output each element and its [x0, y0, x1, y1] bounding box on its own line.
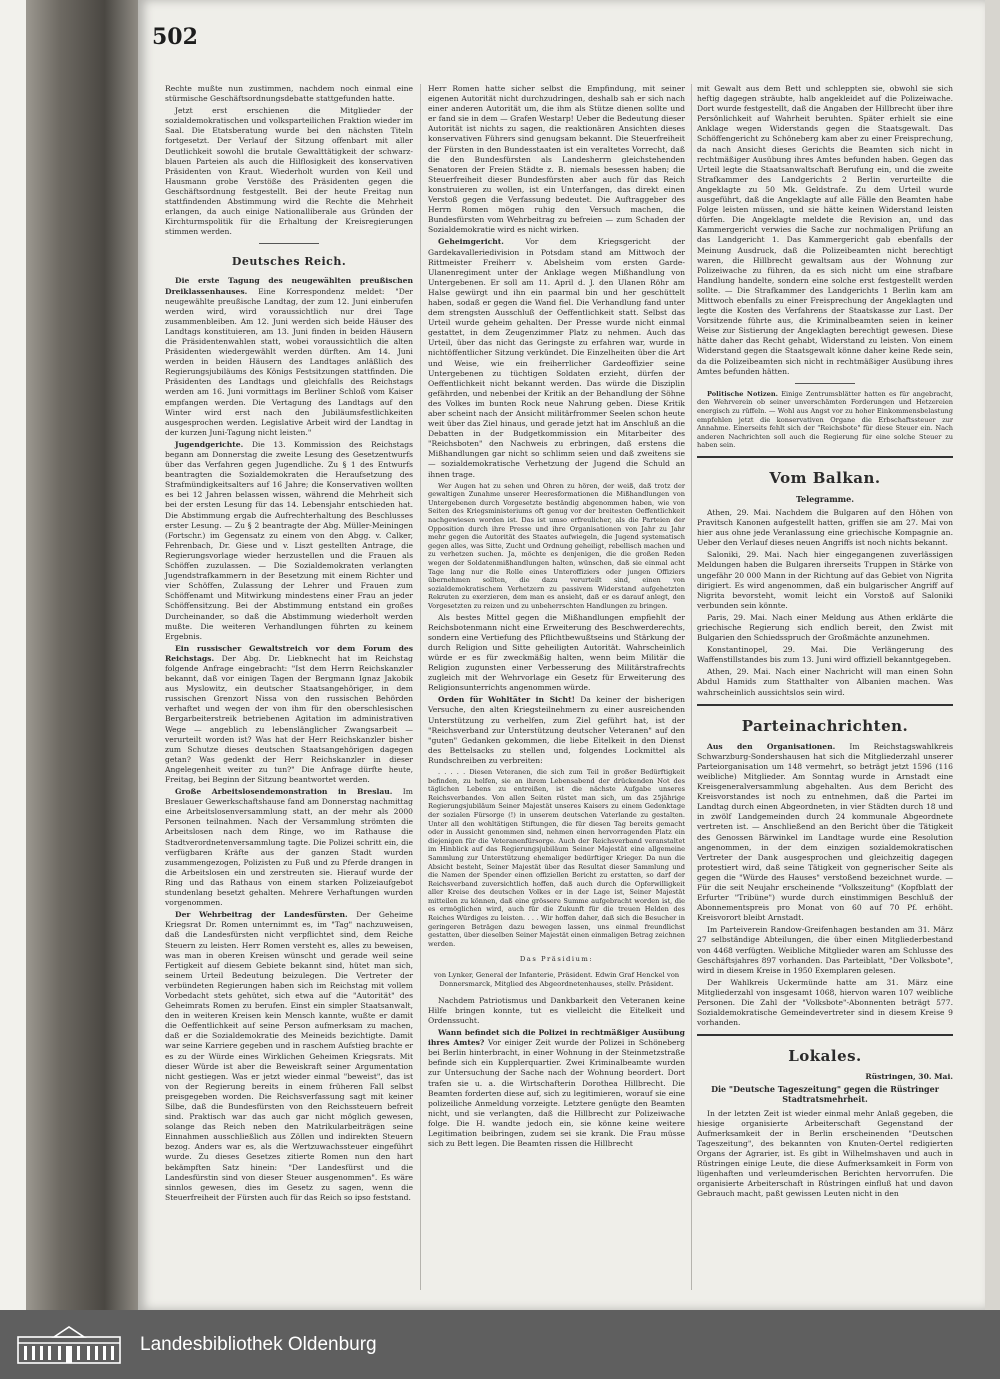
article-text: Vor dem Kriegsgericht der Gardekavalleriedivision in Potsdam stand am Mittwoch der Rittmeister Freiherr v. Abelsheim vom ersten Garde-Ulanenregiment unter der Anklage wegen Mißhandlung von Untergebenen. Er soll am 11. April d. J. den Ulanen Röhr am Halse gewürgt und ihn ein paarmal bin und her geschüttelt haben, sodaß er gegen die Wand fiel. Die Verhandlung fand unter dem strengsten Ausschluß der Oeffentlichkeit statt. Selbst das Urteil wurde geheim gehalten. Der Presse wurde nicht einmal gestattet, in dem Zeugenzimmer Platz zu nehmen. Auch das Urteil, über das nicht das Geringste zu erfahren war, wurde in nichtöffentlicher Sitzung verkündet. Die Einzelheiten über die Art und Weise, wie ein freiherrlicher Gardeoffizier seine Untergebenen zu tüchtigen Soldaten erzieht, dürfen der Oeffentlichkeit nicht bekannt werden. Das würde die Disziplin gefährden, und nebenbei der Kritik an der Behandlung der Söhne des Volkes im bunten Rock neue Nahrung geben. Diese Kritik aber scheint nach der Ansicht militärfrommer Seelen schon heute weit über das Ziel hinaus, und gerade jetzt hat im Anschluß an die Debatten in der Budgetkommission ein Mitarbeiter des "Reichsboten" den Nachweis zu erbringen, daß erstens die Mißhandlungen gar nicht so schlimm seien und daß zweitens sie — sozialdemokratische Verhetzung der Jugend die Schuld an ihnen trage. [428, 237, 685, 479]
article-text: Da keiner der bisherigen Versuche, den alten Kriegsteilnehmern zu einer ausreichenden Unterstützung zu verhelfen, zum Ziel geführt hat, ist der "Reichsverband zur Unterstützung deutscher Veteranen" auf den "guten" Gedanken gekommen, die liebe Eitelkeit in den Dienst des Bettelsacks zu stellen und, folgendes Lockmittel als Rundschreiben zu verbreiten: [428, 695, 685, 765]
article-text: Einige Zentrumsblätter hatten es für angebracht, den Wehrverein ob seiner unverschämten Forderungen und Hetzereien energisch zu rüffeln. — Wohl aus Angst vor zu hoher Einkommensbelastung empfehlen jetzt die konservativen Organe die Erbschaftssteuer zur Annahme. Einerseits fehlt sich der "Reichsbote" für diese Steuer ein. Nach anderen Nachrichten soll auch die Regierung für eine solche Steuer zu haben sein. [697, 389, 953, 450]
telegram: Athen, 29. Mai. Nachdem die Bulgaren auf den Höhen von Pravitsch Kanonen aufgestellt hatten, griffen sie am 27. Mai von hier aus ohne jede Veranlassung eine griechische Kompagnie an. Ueber den Verlauf dieses neuen Angriffs ist noch nichts bekannt. [697, 507, 953, 548]
telegram: Saloniki, 29. Mai. Nach hier eingegangenen zuverlässigen Meldungen haben die Bulgaren ihrerseits Truppen in Stärke von ungefähr 20 000 Mann in der Richtung auf das Gebiet von Nigrita dirigiert. Es wird angenommen, daß ein bulgarischer Angriff auf Nigrita bevorsteht, womit leicht ein Vorstoß auf Saloniki verbunden sein könnte. [697, 550, 953, 610]
library-building-icon [14, 1323, 124, 1367]
section-heading-parteinachrichten: Parteinachrichten. [741, 716, 909, 735]
column-2 [428, 84, 685, 1151]
column-1 [165, 84, 413, 1205]
quoted-circular: . . . . . Diesen Veteranen, die sich zum Teil in großer Bedürftigkeit befinden, zu helfen, sie an ihrem Lebensabend der drückenden Not des täglichen Lebens zu entreißen, ist die nächste Aufgabe unseres Reichsverbandes. Von allen Seiten rüstet man sich, um das 25jährige Regierungsjubiläum Seiner Majestät unseres Kaisers zu einem Gedenktage der sozialen Fürsorge (!) in unserem deutschen Vaterlande zu gestalten. Unter all den wohltätigen Stiftungen, die für diesen Tag bereits gemacht oder in Aussicht genommen sind, nehmen einen hervorragenden Platz ein diejenigen für die Veteranenfürsorge. Auch der Reichsverband veranstaltet im Hinblick auf das Regierungsjubiläum Seiner Majestät eine allgemeine Sammlung zur Unterstützung ehemaliger bedürftiger Krieger. Da nun die Absicht besteht, Seiner Majestät über das Resultat dieser Sammlung und die Namen der Spender einen offiziellen Bericht zu erstatten, so darf der Reichsverband zuversichtlich hoffen, daß auch durch die Opferwilligkeit aller Kreise des deutschen Volkes er in der Lage ist, Seiner Majestät mitteilen zu können, daß eine grössere Summe aufgebracht worden ist, die es ermöglichen wird, auch für die Zukunft für die treuen Helden des Reiches Würdiges zu leisten. . . . Wir hoffen daher, daß sich die Besucher in geringeren Beträgen dazu bewegen lassen, uns einmal freundlichst gestatten, über dieselben Seiner Majestät einen einmaligen Betrag zeichnen werden. [428, 767, 685, 948]
section-heading-deutsches-reich: Deutsches Reich. [231, 255, 347, 269]
paragraph: Im Parteiverein Randow-Greifenhagen bestanden am 31. März 27 selbständige Abteilungen, die über einen Mitgliederbestand von 4468 verfügten. Weibliche Mitglieder waren am Schlusse des Geschäftsjahres 897 vorhanden. Das Parteiblatt, "Der Volksbote", wird in diesem Kreise in 1950 Exemplaren gelesen. [697, 925, 953, 975]
dateline: Rüstringen, 30. Mai. [865, 1072, 953, 1082]
article [165, 787, 413, 908]
article [428, 1028, 685, 1149]
column-rule [691, 84, 692, 1290]
divider [697, 456, 953, 458]
telegram: Athen, 29. Mai. Nach einer Nachricht will man einen Sohn Abdul Hamids zum Statthalter von Albanien machen. Was wahrscheinlich aussichtslos sein wird. [697, 667, 953, 697]
article-lead: Aus den Organisationen. [707, 741, 836, 751]
paragraph: Herr Romen hatte sicher selbst die Empfindung, mit seiner eigenen Autorität nicht durchzudringen, deshalb sah er sich nach einer anderen Autorität um, die ihm als Stütze dienen sollte und er fand sie in dem — Grafen Westarp! Ueber die Bedeutung dieser Autorität ist nichts zu sagen, die reaktionären Ansichten dieses konservativen Führers sind genugsam bekannt. Die Steuerfreiheit der Fürsten in den Bundesstaaten ist ein veraltetes Vorrecht, daß die den Bundesfürsten als Landesherrn gleichstehenden Senatoren der Freien Städte z. B. niemals besessen haben; die Steuerfreiheit dieser Bundesfürsten aber auch für das Reich konstruieren zu wollen, ist ein Unterfangen, das direkt einen Verstoß gegen die Verfassung bedeutet. Die Auftraggeber des Herrn Romen mögen ruhig den Versuch machen, die Bundesfürsten vom Wehrbeitrag zu befreien — zum Schaden der Sozialdemokratie wird es nicht wirken. [428, 84, 685, 235]
article [165, 440, 413, 642]
section-heading-lokales: Lokales. [788, 1047, 862, 1066]
page-right-margin [985, 0, 1000, 1310]
signature-names: von Lynker, General der Infanterie, Präsident. Edwin Graf Henckel von Donnersmarck, Mitglied des Abgeordnetenhauses, stellv. Präsident. [433, 971, 680, 989]
article [428, 237, 685, 479]
political-notes [697, 390, 953, 450]
article-text: Der Geheime Kriegsrat Dr. Romen unternimmt es, im "Tag" nachzuweisen, daß die Landesfürsten nicht verpflichtet sind, dem Reiche Steuern zu leisten. Herr Romen versteht es, alles zu beweisen, was man in oberen Kreisen wünscht und gerade weil seine Fertigkeit auf diesem Gebiete bekannt sind, hütet man sich, seinem Urteil Bedeutung beizulegen. Die Vertreter der verbündeten Regierungen haben sich im Reichstag mit vollem Vorbedacht stets gehütet, sich etwa auf die "Autorität" des Geheimrats Romen zu berufen. Einst ein simpler Staatsanwalt, den in weiteren Kreisen kein Mensch kannte, wußte er damit die Oeffentlichkeit auf seine Person aufmerksam zu machen, daß er die Sozialdemokratie des Meineids bezichtigte. Damit war seine Karriere gegeben und in raschem Aufstieg brachte er es zu der Würde eines Wirklichen Geheimen Kriegsrats. Mit dieser Würde ist aber die Beweiskraft seiner Argumentation nicht gestiegen. Was er jetzt wieder einmal "beweist", das ist von der Regierung bereits in einem früheren Fall selbst preisgegeben worden. Die Reichsverfassung sagt mit keiner Silbe, daß die Bundesfürsten von den Reichssteuern befreit sind. Praktisch war das auch gar nicht möglich gewesen, solange das Reich neben den Matrikularbeiträgen seine Einnahmen ausschließlich aus Zöllen und indirekten Steuern bezog. Anders war es, als die Wertzuwachssteuer eingeführt wurde. Zu dieses Gesetzes zitierte Romen nun den hart bekämpften Satz hinein: "Der Landesfürst und die Landesfürstin sind von dieser Steuer ausgenommen". Es wäre sinnlos gewesen, dies im Gesetz zu sagen, wenn die Steuerfreiheit der Fürsten auch für das Reich so ipso feststand. [165, 910, 414, 1202]
article-text: Im Reichstagswahlkreis Schwarzburg-Sondershausen hat sich die Mitgliederzahl unserer Parteiorganisation um 148 vermehrt, so beträgt jetzt 1596 (116 weibliche) Mitglieder. Am Sonntag wurde in Arnstadt eine Kreisgeneralversammlung abgehalten. Aus dem Bericht des Kreisvorstandes ist noch zu entnehmen, daß die Partei im Landtag durch einen Abgeordneten, in vier Städten durch 18 und in zwölf Landgemeinden durch 24 kommunale Abgeordnete vertreten ist. — Anschließend an den Bericht über die Tätigkeit des Genossen Bärwinkel im Landtage wurde eine Resolution angenommen, in der dem einzigen sozialdemokratischen Vertreter der Dank ausgesprochen und gleichzeitig dagegen protestiert wird, daß seine Tätigkeit von gegnerischer Seite als gegen die "Würde des Hauses" verstoßend bezeichnet wurde. — Für die seit Neujahr erscheinende "Volkszeitung" (Kopfblatt der Erfurter "Tribüne") wurde durch einstimmigen Beschluß der Abonnementspreis pro Monat von 60 auf 70 Pf. erhöht. Kreisvorort bleibt Arnstadt. [697, 741, 954, 923]
divider [259, 243, 319, 244]
section-heading-vom-balkan: Vom Balkan. [769, 468, 881, 487]
divider [697, 704, 953, 706]
library-name: Landesbibliothek Oldenburg [140, 1333, 377, 1355]
paragraph: Nachdem Patriotismus und Dankbarkeit den Veteranen keine Hilfe bringen konnte, tut es vielleicht die Eitelkeit und Ordenssucht. [428, 995, 685, 1026]
paragraph: Als bestes Mittel gegen die Mißhandlungen empfiehlt der Reichsbotenmann nicht eine Erweiterung des Beschwerderechts, sondern eine Vertiefung des Pflichtbewußtseins und Stärkung der durch Religion und Sitte geheiligten Autorität. Wahrscheinlich würde er es für zweckmäßig halten, wenn beim Militär die Religion zugunsten einer Verbesserung des Militärstrafrechts zugleich mit der Wehrvorlage ein Gesetz für Erweiterung des Religionsunterrichts angenommen würde. [428, 612, 685, 693]
article-text: Die 13. Kommission des Reichstags begann am Donnerstag die zweite Lesung des Gesetzentwurfs über das Verfahren gegen Jugendliche. Zu § 1 des Entwurfs beantragten die Sozialdemokraten die Heraufsetzung des Strafmündigkeitsalters auf 16 Jahre; die Konservativen wollten es bei 12 Jahren belassen wissen, während die Mehrheit sich bei der ersten Lesung für das 14. Lebensjahr entschieden hat. Die Abstimmung ergab die Aufrechterhaltung des Beschlusses erster Lesung. — Zu § 2 beantragte der Abg. Müller-Meiningen (Fortschr.) im Gegensatz zu einem von den Abgg. v. Calker, Fehrenbach, Dr. Giese und v. Liszt gestellten Antrage, die Regierungsvorlage wieder herzustellen und die Frauen als Schöffen zuzulassen. — Die Sozialdemokraten verlangten Jugendstrafkammern in der Besetzung mit einem Richter und vier Schöffen, Zulassung der Lehrer und Frauen zum Schöffenamt und Mitwirkung mindestens einer Frau an jeder Schöffensitzung. Bei der Abstimmung entstand ein großes Durcheinander, so daß die Abstimmung wiederholt werden mußte. Die weiteren Verhandlungen führten zu keinem Ergebnis. [165, 439, 413, 641]
article-lead: Große Arbeitslosendemonstration in Breslau. [175, 787, 393, 797]
article [165, 276, 413, 438]
article-text: Der Abg. Dr. Liebknecht hat im Reichstag folgende Anfrage eingebracht: "Ist dem Herrn Reichskanzler bekannt, daß vor einigen Tagen der Bergmann Ignaz Jakobik aus Myslowitz, ein deutscher Staatsangehöriger, in dem russischen Grenzort Nissa von den russischen Behörden verhaftet und wegen der von ihm für den oberschlesischen Bergarbeiterstreik betriebenen Agitation im administrativen Wege — angeblich zu lebenslänglicher Zwangsarbeit — verurteilt worden ist? Was hat der Herr Reichskanzler bisher zum Schutze dieses deutschen Staatsangehörigen dagegen getan? Was gedenkt der Herr Reichskanzler in dieser Angelegenheit weiter zu tun?" Die Anfrage dürfte heute, Freitag, bei Beginn der Sitzung beantwortet werden. [165, 653, 414, 784]
article-text: Eine Korrespondenz meldet: "Der neugewählte preußische Landtag, der zum 12. Juni einberufen werden wird, wird voraussichtlich nur drei Tage zusammenbleiben. Am 12. Juni werden sich beide Häuser des Landtags konstituieren, am 13. Juni finden in beiden Häusern die Präsidentenwahlen statt, wobei voraussichtlich die alten Präsidenten wiedergewählt werden dürften. Am 14. Juni werden in beiden Häusern des Landtages anläßlich des Regierungsjubiläums des Königs Festsitzungen stattfinden. Die Präsidenten des Landtags und gleichfalls des Reichstags werden am 16. Juni vormittags im Berliner Schloß vom Kaiser empfangen werden. Die Vertagung des Landtags auf den Winter wird erst nach den Jubiläumsfestlichkeiten ausgesprochen werden. Legislative Arbeit wird der Landtag in der kurzen Juni-Tagung nicht leisten." [165, 286, 413, 437]
article-lead: Wann befindet sich die Polizei in rechtmäßiger Ausübung ihres Amtes? [428, 1028, 685, 1048]
library-footer [0, 1310, 1000, 1379]
quoted-text: Wer Augen hat zu sehen und Ohren zu hören, der weiß, daß trotz der gewaltigen Zunahme unserer Heeresformationen die Mißhandlungen von Untergebenen durch Vorgesetzte beständig abgenommen haben, wie von Seiten des Kriegsministeriums oft genug vor der breitesten Oeffentlichkeit nachgewiesen worden ist. Das ist umso erfreulicher, als die Parteien der Opposition durch ihre Presse und ihre Organisationen von Jahr zu Jahr mehr gegen die Autorität des Staates aufwiegeln, die Jugend systematisch gegen alles, was Sitte, Zucht und Ordnung geheiligt, rebellisch machen und zu verhetzen suchen. Ja, möchte es denjenigen, die die großen Reden wegen der Soldatenmißhandlungen halten, wünschen, daß sie einmal acht Tage lang nur die Rolle eines Unteroffiziers oder jungen Offiziers übernehmen sollten, die dazu verurteilt sind, einen von sozialdemokratischem Verhetzern zu passivem Widerstand aufgehetzten Rekruten zu exerzieren, dem man es ansieht, daß er es darauf anlegt, den Vorgesetzten zu reizen und zu unbeherrschten Handlungen zu bringen. [428, 481, 685, 610]
article-lead: Geheimgericht. [438, 237, 504, 247]
article-lead: Der Wehrbeitrag der Landesfürsten. [175, 910, 348, 920]
subheading-telegramme: Telegramme. [795, 493, 855, 504]
article-lead: Ein russischer Gewaltstreich vor dem Forum des Reichstags. [165, 643, 413, 663]
article [165, 910, 413, 1203]
column-3 [697, 84, 953, 1201]
divider [697, 1034, 953, 1036]
article-text: Vor einiger Zeit wurde der Polizei in Schöneberg bei Berlin hinterbracht, in einer Wohnung in der Steinmetzstraße befinde sich ein Kupplerquartier. Zwei Kriminalbeamte wurden zur Untersuchung der Sache nach der Wohnung beordert. Dort trafen sie u. a. die Wirtschafterin Dorothea Hillbrecht. Die Beamten forderten diese auf, sich zu legitimieren, worauf sie eine polizeiliche Anmeldung vorzeigte. Letztere genügte den Beamten nicht, und sie verlangten, daß die Hillbrecht zur Polizeiwache folge. Die H. wandte jedoch ein, sie könne keine weitere Legitimation beibringen, zudem sei sie krank. Die Frau müsse sich zu Bett legen. Die Beamten rissen die Hillbrecht [428, 1038, 685, 1149]
column-rule [420, 84, 421, 1290]
divider [795, 383, 855, 384]
paragraph: In der letzten Zeit ist wieder einmal mehr Anlaß gegeben, die hiesige organisierte Arbeiterschaft Gegenstand der Aufmerksamkeit der in Berlin erscheinenden "Deutschen Tageszeitung", des bekannten von Knuten-Oertel redigierten Organs der Agrarier, ist. Es gibt in Wilhelmshaven und auch in Rüstringen einige Leute, die diese Aufmerksamkeit in Form von lügenhaften und verleumderischen Berichten hervorrufen. Die organisierte Arbeiterschaft in Rüstringen einfluß hat und davon Gebrauch macht, paßt gewissen Leuten nicht in den [697, 1108, 953, 1199]
paragraph: Der Wahlkreis Uckermünde hatte am 31. März eine Mitgliederzahl von insgesamt 1068, hiervon waren 107 weibliche Personen. Die Zahl der "Volksbote"-Abonnenten beträgt 577. Sozialdemokratische Gemeindevertreter sind in diesem Kreise 9 vorhanden. [697, 977, 953, 1028]
book-binding [26, 0, 138, 1310]
article-lead: Jugendgerichte. [175, 439, 244, 449]
paragraph: Jetzt erst erschienen die Mitglieder der sozialdemokratischen und volksparteilichen Fraktion wieder im Saal. Die Etatsberatung wurde bei den nächsten Titeln fortgesetzt. Der Verlauf der Sitzung offenbart mit aller Deutlichkeit sowohl die brutale Gewalttätigkeit der schwarz-blauen Parteien als auch die Hilflosigkeit des konservativen Präsidenten von Kraut. Wiederholt wurden von Keil und Hausmann grobe Verstöße des Präsidenten gegen die Geschäftsordnung festgestellt. Bei der heute Freitag nun stattfindenden Abstimmung wird die Rechte die Mehrheit erlangen, da auch einige Nationalliberale aus Gründen der Kirchturmspolitik für die Erhaltung der Kreisregierungen stimmen werden. [165, 106, 413, 237]
telegram: Konstantinopel, 29. Mai. Die Verlängerung des Waffenstillstandes bis zum 13. Juni wird offiziell bekanntgegeben. [697, 645, 953, 665]
telegram: Paris, 29. Mai. Nach einer Meldung aus Athen erklärte die griechische Regierung sich endlich bereit, den Zwist mit Bulgarien den Schiedsspruch der Großmächte anzunehmen. [697, 612, 953, 643]
paragraph: mit Gewalt aus dem Bett und schleppten sie, obwohl sie sich heftig dagegen sträubte, halb angekleidet auf die Polizeiwache. Dort wurde festgestellt, daß die Angaben der Hillbrecht über ihre Persönlichkeit auf Wahrheit beruhten. Später erhielt sie eine Anklage wegen Widerstands gegen die Staatsgewalt. Das Schöffengericht zu Schöneberg kam aber zu einer Freisprechung, da nach Ansicht dieses Gerichts die Beamten sich nicht in rechtmäßiger Ausübung ihres Amtes befunden haben. Gegen das Urteil legte die Staatsanwaltschaft Berufung ein, und die zweite Strafkammer des Landgerichts 2 Berlin verurteilte die Angeklagte zu 50 Mk. Geldstrafe. Zu dem Urteil wurde ausgeführt, daß die Angeklagte auf alle Fälle den Beamten habe Folge leisten müssen, und sie hätte keinen Widerstand leisten dürfen. Die Angeklagte meldete die Revision an, und das Kammergericht verwies die Sache zur nochmaligen Prüfung an das Landgericht 1. Das Kammergericht gab ebenfalls der Meinung Ausdruck, daß die Polizeibeamten nicht berechtigt waren, die Hillbrecht gewaltsam aus der Wohnung zur Polizeiwache zu führen, da es sich nicht um eine strafbare Handlung handelte, sondern eine solche erst festgestellt werden sollte. — Die Strafkammer des Landgerichts 1 Berlin kam am Mittwoch ebenfalls zu einer Freisprechung der Angeklagten und legte die Kosten des Verfahrens der Staatskasse zur Last. Der Vorsitzende führte aus, die Kriminalbeamten seien in keiner Weise zur Sistierung der Angeklagten berechtigt gewesen. Diese hätte daher das Recht gehabt, Widerstand zu leisten. Von einem Widerstand gegen die Staatsgewalt könne daher keine Rede sein, da die Polizeibeamten sich nicht in rechtmäßiger Ausübung ihres Amtes befunden hätten. [697, 84, 953, 376]
signature-heading: Das Präsidium: [519, 955, 594, 964]
article [697, 742, 953, 924]
paragraph: Rechte mußte nun zustimmen, nachdem noch einmal eine stürmische Geschäftsordnungsdebatte stattgefunden hatte. [165, 84, 413, 104]
article [428, 695, 685, 766]
article [165, 644, 413, 785]
page-edge [0, 0, 26, 1310]
article-text: Im Breslauer Gewerkschaftshause fand am Donnerstag nachmittag eine Arbeitslosenversammlung statt, an der mehr als 2000 Personen teilnahmen. Nach der Versammlung strömten die Arbeitslosen nach dem Ringe, wo im Rathause die Stadtverordnetenversammlung tagte. Die Polizei schritt ein, die verfügbaren Kräfte aus der ganzen Stadt wurden zusammengezogen, Polizisten zu Fuß und zu Pferde drangen in die Arbeitslosen ein und zerstreuten sie. Hierauf wurde der Ring und das Rathaus von einem starken Polizeiaufgebot stundenlang besetzt gehalten. Mehrere Verhaftungen wurden vorgenommen. [165, 787, 413, 908]
article-lead: Politische Notizen. [707, 389, 778, 398]
article-lead: Orden für Wohltäter in Sicht! [438, 695, 575, 705]
article-lead: Die erste Tagung des neugewählten preußischen Dreiklassenhauses. [165, 276, 413, 296]
local-headline: Die "Deutsche Tageszeitung" gegen die Rüstringer Stadtratsmehrheit. [711, 1084, 939, 1105]
page-number: 502 [152, 24, 198, 50]
